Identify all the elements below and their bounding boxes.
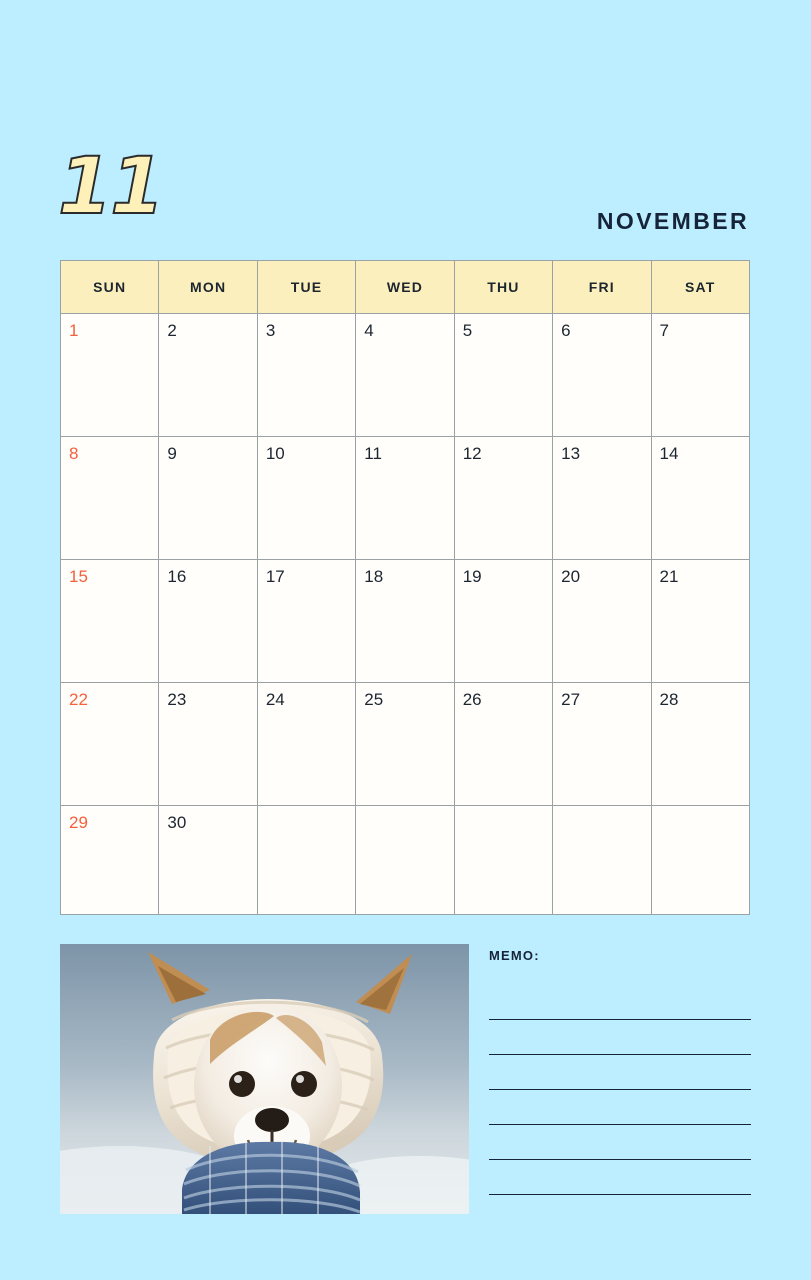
calendar-grid — [60, 260, 750, 915]
weekday-header-wed: WED — [356, 261, 454, 314]
calendar-day-cell[interactable] — [553, 314, 651, 437]
memo-line[interactable] — [489, 1020, 751, 1055]
calendar-day-cell[interactable] — [356, 314, 454, 437]
calendar-day-cell[interactable] — [356, 683, 454, 806]
calendar-day-cell[interactable] — [651, 437, 749, 560]
day-number: 9 — [167, 444, 177, 463]
day-number: 22 — [69, 690, 88, 709]
day-number: 30 — [167, 813, 187, 832]
calendar-day-cell[interactable] — [61, 314, 159, 437]
day-number — [455, 806, 552, 814]
calendar-day-cell[interactable] — [356, 560, 454, 683]
calendar-day-cell-empty — [553, 806, 651, 915]
day-number: 24 — [265, 690, 285, 709]
calendar-day-cell-empty — [257, 806, 355, 915]
calendar-day-cell[interactable] — [257, 683, 355, 806]
calendar-day-cell[interactable] — [454, 314, 552, 437]
day-number: 13 — [561, 444, 581, 463]
day-number: 19 — [462, 567, 482, 586]
calendar-day-cell[interactable] — [454, 437, 552, 560]
day-number: 25 — [364, 690, 384, 709]
calendar-week-row — [61, 560, 750, 683]
memo-line[interactable] — [489, 1125, 751, 1160]
calendar-day-cell[interactable] — [159, 683, 257, 806]
day-number: 15 — [69, 567, 88, 586]
memo-lines[interactable] — [489, 985, 751, 1195]
day-number: 8 — [69, 444, 79, 463]
day-number — [553, 806, 650, 814]
day-number: 29 — [69, 813, 88, 832]
calendar-day-cell[interactable] — [651, 314, 749, 437]
day-number — [652, 806, 749, 814]
day-number: 26 — [462, 690, 482, 709]
day-number — [258, 806, 355, 814]
day-number: 21 — [659, 567, 679, 586]
day-number: 11 — [364, 444, 382, 463]
day-number: 7 — [659, 321, 669, 340]
day-number: 2 — [167, 321, 177, 340]
weekday-header-fri: FRI — [553, 261, 651, 314]
calendar-day-cell[interactable] — [159, 560, 257, 683]
memo-line[interactable] — [489, 1090, 751, 1125]
memo-line[interactable] — [489, 985, 751, 1020]
day-number: 12 — [462, 444, 482, 463]
day-number: 16 — [167, 567, 187, 586]
weekday-header-row — [61, 261, 750, 314]
day-number — [356, 806, 453, 814]
calendar-day-cell[interactable] — [651, 683, 749, 806]
calendar-week-row — [61, 437, 750, 560]
memo-line[interactable] — [489, 1160, 751, 1195]
calendar-day-cell[interactable] — [159, 314, 257, 437]
day-number: 20 — [561, 567, 581, 586]
calendar-day-cell[interactable] — [61, 437, 159, 560]
calendar-day-cell[interactable] — [61, 560, 159, 683]
day-number: 3 — [265, 321, 276, 340]
day-number: 18 — [364, 567, 384, 586]
day-number: 6 — [561, 321, 571, 340]
day-number: 14 — [659, 444, 679, 463]
memo-line[interactable] — [489, 1055, 751, 1090]
calendar-week-row — [61, 806, 750, 915]
day-number: 10 — [265, 444, 285, 463]
calendar-day-cell[interactable] — [257, 560, 355, 683]
weekday-header-thu: THU — [454, 261, 552, 314]
calendar-week-row — [61, 683, 750, 806]
day-number: 23 — [167, 690, 187, 709]
memo-label: MEMO: — [489, 948, 540, 963]
day-number: 1 — [69, 321, 79, 340]
month-name: NOVEMBER — [596, 208, 749, 234]
calendar-day-cell-empty — [454, 806, 552, 915]
month-number: 11 — [58, 142, 163, 232]
calendar-week-row — [61, 314, 750, 437]
weekday-header-tue: TUE — [257, 261, 355, 314]
calendar-day-cell[interactable] — [61, 683, 159, 806]
weekday-header-mon: MON — [159, 261, 257, 314]
day-number: 5 — [462, 321, 473, 340]
weekday-header-sun: SUN — [61, 261, 159, 314]
calendar-day-cell[interactable] — [454, 560, 552, 683]
calendar-day-cell[interactable] — [159, 437, 257, 560]
calendar-day-cell-empty — [651, 806, 749, 915]
day-number: 4 — [364, 321, 374, 340]
calendar-day-cell[interactable] — [553, 437, 651, 560]
calendar-day-cell[interactable] — [651, 560, 749, 683]
calendar-day-cell[interactable] — [61, 806, 159, 915]
photo-dog — [60, 944, 469, 1214]
calendar-day-cell[interactable] — [454, 683, 552, 806]
calendar-day-cell[interactable] — [356, 437, 454, 560]
day-number: 28 — [659, 690, 679, 709]
calendar-day-cell-empty — [356, 806, 454, 915]
day-number: 17 — [265, 567, 285, 586]
weekday-header-sat: SAT — [651, 261, 749, 314]
calendar-day-cell[interactable] — [159, 806, 257, 915]
calendar-day-cell[interactable] — [257, 314, 355, 437]
day-number: 27 — [561, 690, 581, 709]
calendar-day-cell[interactable] — [553, 683, 651, 806]
calendar-day-cell[interactable] — [553, 560, 651, 683]
calendar-day-cell[interactable] — [257, 437, 355, 560]
